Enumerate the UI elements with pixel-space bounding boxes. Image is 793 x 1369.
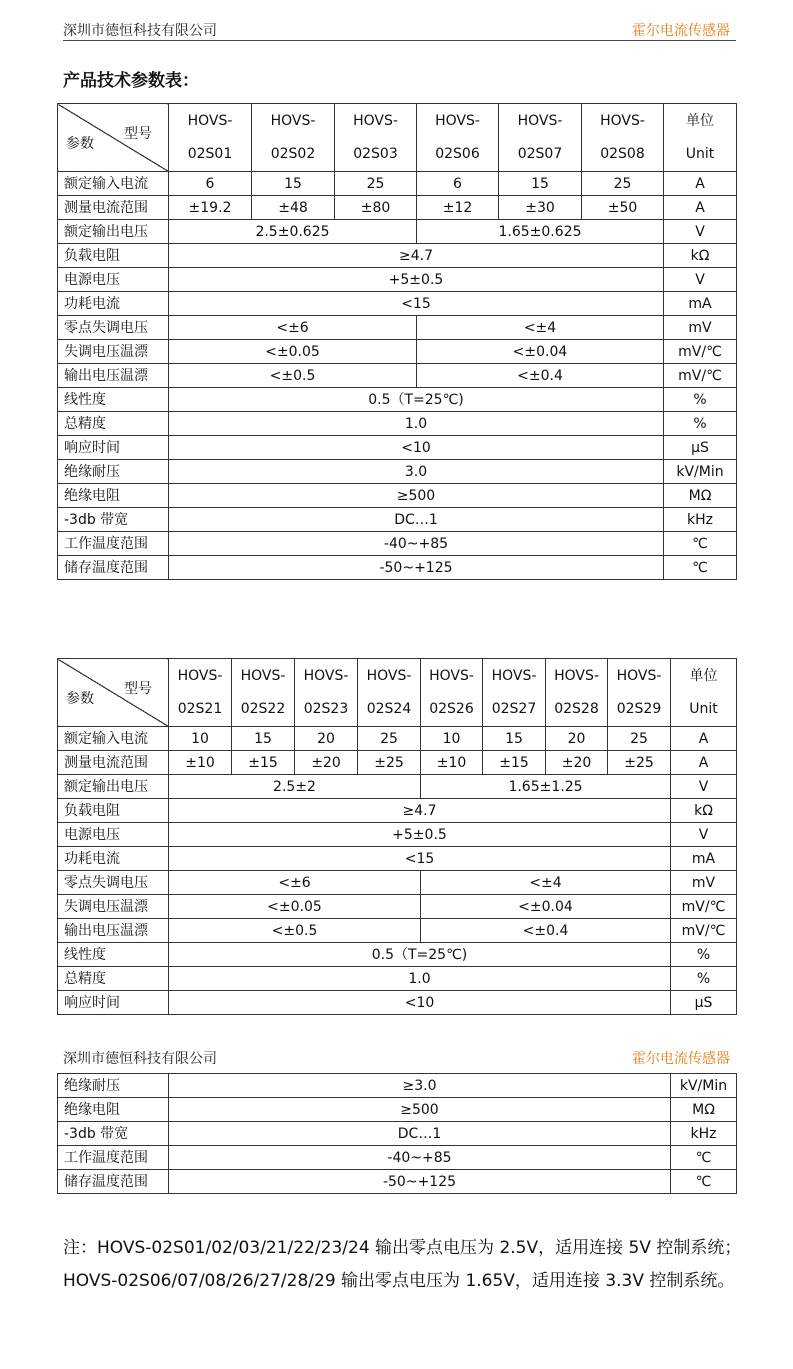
table-row	[58, 244, 737, 268]
value-cell: ±25	[358, 751, 421, 775]
table-row	[58, 967, 737, 991]
corner-label-param: 参数	[66, 136, 94, 152]
model-header: HOVS- 02S07	[499, 104, 582, 172]
value-cell: <±0.5	[169, 364, 417, 388]
page-header	[63, 18, 736, 41]
param-label: 线性度	[58, 943, 169, 967]
param-label: 工作温度范围	[58, 1146, 169, 1170]
unit-cell: V	[671, 775, 737, 799]
company-name: 深圳市德恒科技有限公司	[63, 1051, 217, 1067]
page-title: 产品技术参数表：	[63, 71, 199, 91]
unit-cell: µS	[664, 436, 737, 460]
value-cell: <±0.5	[169, 919, 421, 943]
value-cell: ±10	[421, 751, 483, 775]
model-header: HOVS- 02S23	[295, 659, 358, 727]
value-cell: <±0.4	[417, 364, 664, 388]
param-label: 功耗电流	[58, 847, 169, 871]
model-header: HOVS- 02S24	[358, 659, 421, 727]
page-header-2	[63, 1046, 736, 1066]
unit-cell: kΩ	[671, 799, 737, 823]
param-label: 绝缘电阻	[58, 484, 169, 508]
unit-cell: A	[671, 751, 737, 775]
param-label: -3db 带宽	[58, 1122, 169, 1146]
unit-cell: mV	[671, 871, 737, 895]
value-cell: ±15	[232, 751, 295, 775]
value-cell: 20	[295, 727, 358, 751]
table-row	[58, 196, 737, 220]
param-label: 总精度	[58, 412, 169, 436]
unit-cell: A	[664, 196, 737, 220]
unit-cell: ℃	[671, 1170, 737, 1194]
spec-table-2-continued	[57, 1073, 737, 1194]
table-header-row	[58, 104, 737, 172]
param-label: 响应时间	[58, 436, 169, 460]
unit-cell: V	[671, 823, 737, 847]
value-cell: 25	[358, 727, 421, 751]
table-row	[58, 340, 737, 364]
value-cell: 1.0	[169, 967, 671, 991]
corner-label-model: 型号	[124, 681, 152, 697]
value-cell: ±19.2	[169, 196, 252, 220]
unit-cell: kV/Min	[671, 1074, 737, 1098]
value-cell: <±4	[417, 316, 664, 340]
unit-cell: kV/Min	[664, 460, 737, 484]
value-cell: <10	[169, 991, 671, 1015]
value-cell: ±20	[546, 751, 608, 775]
value-cell: <±0.05	[169, 895, 421, 919]
unit-cell: %	[664, 388, 737, 412]
table-row	[58, 484, 737, 508]
param-label: 储存温度范围	[58, 1170, 169, 1194]
unit-cell: %	[671, 943, 737, 967]
table-row	[58, 412, 737, 436]
table-row	[58, 172, 737, 196]
value-cell: 2.5±0.625	[169, 220, 417, 244]
table-row	[58, 871, 737, 895]
model-header: HOVS- 02S22	[232, 659, 295, 727]
brand-label: 霍尔电流传感器	[632, 1051, 730, 1067]
value-cell: <±0.05	[169, 340, 417, 364]
value-cell: <±0.04	[421, 895, 671, 919]
footnote-line-2: HOVS-02S06/07/08/26/27/28/29 输出零点电压为 1.65V，适用连接 3.3V 控制系统。	[63, 1271, 735, 1291]
spec-table-1	[57, 103, 737, 580]
table-row	[58, 508, 737, 532]
value-cell: <±6	[169, 871, 421, 895]
value-cell: ±10	[169, 751, 232, 775]
param-label: 零点失调电压	[58, 316, 169, 340]
param-label: 额定输入电流	[58, 727, 169, 751]
param-label: 测量电流范围	[58, 751, 169, 775]
table-row	[58, 823, 737, 847]
unit-cell: MΩ	[671, 1098, 737, 1122]
unit-cell: A	[664, 172, 737, 196]
model-header: HOVS- 02S27	[483, 659, 546, 727]
value-cell: 2.5±2	[169, 775, 421, 799]
value-cell: ±30	[499, 196, 582, 220]
value-cell: 15	[483, 727, 546, 751]
param-label: 负载电阻	[58, 244, 169, 268]
param-label: 响应时间	[58, 991, 169, 1015]
param-label: 工作温度范围	[58, 532, 169, 556]
table-row	[58, 991, 737, 1015]
value-cell: ±15	[483, 751, 546, 775]
param-label: 绝缘耐压	[58, 460, 169, 484]
unit-cell: %	[664, 412, 737, 436]
footnote-line-1: 注：HOVS-02S01/02/03/21/22/23/24 输出零点电压为 2.5V，适用连接 5V 控制系统；	[63, 1238, 742, 1258]
table-row	[58, 532, 737, 556]
table-row	[58, 1098, 737, 1122]
param-label: 绝缘耐压	[58, 1074, 169, 1098]
model-header: HOVS- 02S29	[608, 659, 671, 727]
unit-cell: %	[671, 967, 737, 991]
value-cell: <±0.04	[417, 340, 664, 364]
table-row	[58, 1074, 737, 1098]
model-header: HOVS- 02S08	[582, 104, 664, 172]
value-cell: ±80	[335, 196, 417, 220]
value-cell: -50~+125	[169, 1170, 671, 1194]
param-label: 线性度	[58, 388, 169, 412]
unit-cell: mV/℃	[671, 919, 737, 943]
param-label: 额定输出电压	[58, 220, 169, 244]
value-cell: <10	[169, 436, 664, 460]
model-header: HOVS- 02S26	[421, 659, 483, 727]
value-cell: ±50	[582, 196, 664, 220]
value-cell: <15	[169, 847, 671, 871]
value-cell: <±6	[169, 316, 417, 340]
model-header: HOVS- 02S06	[417, 104, 499, 172]
param-label: 失调电压温漂	[58, 895, 169, 919]
value-cell: -50~+125	[169, 556, 664, 580]
unit-cell: mA	[671, 847, 737, 871]
param-label: 额定输入电流	[58, 172, 169, 196]
value-cell: ±12	[417, 196, 499, 220]
table-row	[58, 727, 737, 751]
value-cell: DC…1	[169, 1122, 671, 1146]
table-row	[58, 220, 737, 244]
unit-cell: kΩ	[664, 244, 737, 268]
param-label: 输出电压温漂	[58, 364, 169, 388]
table-row	[58, 1170, 737, 1194]
model-header: HOVS- 02S28	[546, 659, 608, 727]
param-label: 总精度	[58, 967, 169, 991]
value-cell: -40~+85	[169, 532, 664, 556]
param-label: -3db 带宽	[58, 508, 169, 532]
param-label: 功耗电流	[58, 292, 169, 316]
corner-label-model: 型号	[124, 126, 152, 142]
value-cell: +5±0.5	[169, 823, 671, 847]
value-cell: 10	[421, 727, 483, 751]
value-cell: ≥4.7	[169, 244, 664, 268]
spec-table-2	[57, 658, 737, 1015]
footnote	[63, 1232, 743, 1298]
value-cell: +5±0.5	[169, 268, 664, 292]
unit-cell: ℃	[664, 532, 737, 556]
unit-cell: V	[664, 220, 737, 244]
table-header-row	[58, 659, 737, 727]
value-cell: 25	[608, 727, 671, 751]
param-label: 失调电压温漂	[58, 340, 169, 364]
unit-cell: MΩ	[664, 484, 737, 508]
value-cell: ±20	[295, 751, 358, 775]
table-row	[58, 460, 737, 484]
unit-cell: mV	[664, 316, 737, 340]
value-cell: 3.0	[169, 460, 664, 484]
value-cell: 10	[169, 727, 232, 751]
table-row	[58, 1122, 737, 1146]
table-row	[58, 556, 737, 580]
value-cell: ≥3.0	[169, 1074, 671, 1098]
value-cell: 0.5（T=25℃)	[169, 388, 664, 412]
table-row	[58, 1146, 737, 1170]
param-label: 绝缘电阻	[58, 1098, 169, 1122]
value-cell: <±0.4	[421, 919, 671, 943]
value-cell: 6	[417, 172, 499, 196]
table-row	[58, 775, 737, 799]
param-label: 电源电压	[58, 823, 169, 847]
table-row	[58, 799, 737, 823]
value-cell: 25	[582, 172, 664, 196]
brand-label: 霍尔电流传感器	[632, 23, 730, 39]
corner-cell	[58, 104, 169, 172]
table-row	[58, 847, 737, 871]
unit-cell: ℃	[671, 1146, 737, 1170]
table-row	[58, 268, 737, 292]
table-row	[58, 943, 737, 967]
table-row	[58, 388, 737, 412]
unit-header: 单位 Unit	[671, 659, 737, 727]
value-cell: 6	[169, 172, 252, 196]
table-row	[58, 919, 737, 943]
param-label: 负载电阻	[58, 799, 169, 823]
model-header: HOVS- 02S03	[335, 104, 417, 172]
unit-header: 单位 Unit	[664, 104, 737, 172]
value-cell: ≥500	[169, 484, 664, 508]
value-cell: DC…1	[169, 508, 664, 532]
value-cell: 1.0	[169, 412, 664, 436]
value-cell: 15	[252, 172, 335, 196]
unit-cell: V	[664, 268, 737, 292]
value-cell: ≥4.7	[169, 799, 671, 823]
value-cell: 15	[499, 172, 582, 196]
table-row	[58, 895, 737, 919]
value-cell: 20	[546, 727, 608, 751]
model-header: HOVS- 02S02	[252, 104, 335, 172]
value-cell: -40~+85	[169, 1146, 671, 1170]
value-cell: 15	[232, 727, 295, 751]
param-label: 输出电压温漂	[58, 919, 169, 943]
unit-cell: mV/℃	[664, 364, 737, 388]
corner-cell	[58, 659, 169, 727]
company-name: 深圳市德恒科技有限公司	[63, 23, 217, 39]
table-row	[58, 364, 737, 388]
corner-label-param: 参数	[66, 691, 94, 707]
unit-cell: mV/℃	[671, 895, 737, 919]
value-cell: ±25	[608, 751, 671, 775]
value-cell: ≥500	[169, 1098, 671, 1122]
value-cell: 0.5（T=25℃)	[169, 943, 671, 967]
unit-cell: A	[671, 727, 737, 751]
param-label: 测量电流范围	[58, 196, 169, 220]
unit-cell: ℃	[664, 556, 737, 580]
unit-cell: kHz	[671, 1122, 737, 1146]
unit-cell: mA	[664, 292, 737, 316]
param-label: 储存温度范围	[58, 556, 169, 580]
value-cell: 1.65±1.25	[421, 775, 671, 799]
unit-cell: kHz	[664, 508, 737, 532]
model-header: HOVS- 02S01	[169, 104, 252, 172]
unit-cell: mV/℃	[664, 340, 737, 364]
value-cell: 25	[335, 172, 417, 196]
value-cell: 1.65±0.625	[417, 220, 664, 244]
model-header: HOVS- 02S21	[169, 659, 232, 727]
table-row	[58, 436, 737, 460]
param-label: 零点失调电压	[58, 871, 169, 895]
table-row	[58, 751, 737, 775]
value-cell: <15	[169, 292, 664, 316]
value-cell: ±48	[252, 196, 335, 220]
unit-cell: µS	[671, 991, 737, 1015]
param-label: 额定输出电压	[58, 775, 169, 799]
value-cell: <±4	[421, 871, 671, 895]
table-row	[58, 292, 737, 316]
table-row	[58, 316, 737, 340]
param-label: 电源电压	[58, 268, 169, 292]
